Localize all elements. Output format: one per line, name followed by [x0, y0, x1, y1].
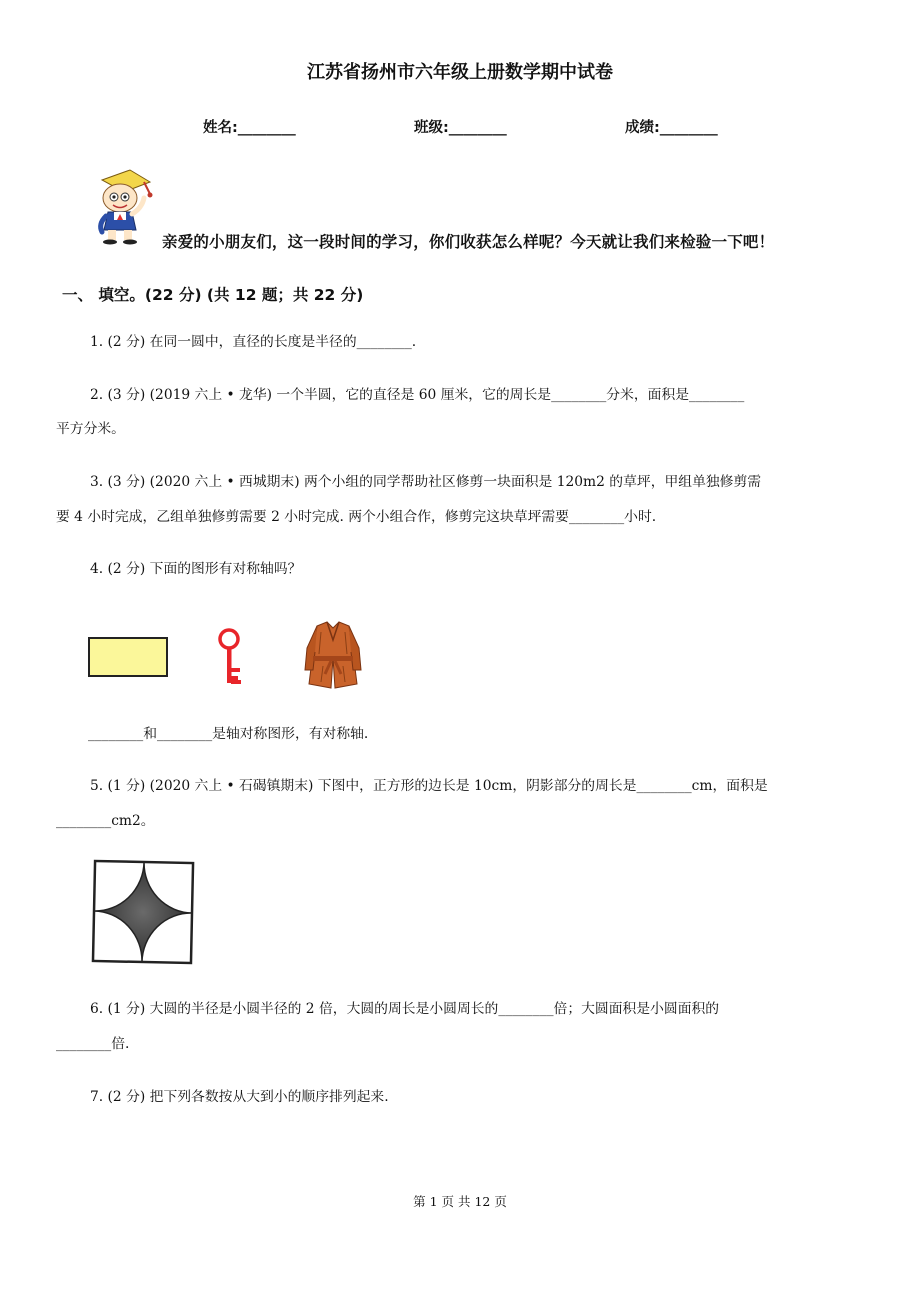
score-field: 成绩:________ [625, 120, 718, 136]
question-4-answer-line: ________和________是轴对称图形，有对称轴. [88, 726, 369, 742]
question-4: 4. (2 分) 下面的图形有对称轴吗？ [90, 561, 302, 577]
coat-icon [303, 618, 363, 690]
key-icon [214, 628, 248, 688]
section-heading: 一、 填空。(22 分) (共 12 题；共 22 分) [62, 286, 364, 304]
question-6-line2: ________倍. [56, 1036, 130, 1052]
question-5-line2: ________cm2。 [56, 813, 155, 829]
page-footer: 第 1 页 共 12 页 [413, 1194, 507, 1209]
question-7: 7. (2 分) 把下列各数按从大到小的顺序排列起来. [90, 1089, 389, 1105]
question-2-line2: 平方分米。 [56, 421, 125, 437]
question-6-line1: 6. (1 分) 大圆的半径是小圆半径的 2 倍，大圆的周长是小圆周长的________倍；大圆面积是小圆面积的 [90, 1001, 720, 1017]
yellow-rectangle-figure [88, 637, 170, 679]
class-field: 班级:________ [414, 120, 507, 136]
mascot-icon [92, 168, 156, 244]
question-2-line1: 2. (3 分) (2019 六上 • 龙华) 一个半圆，它的直径是 60 厘米，它的周长是________分米，面积是________ [90, 387, 745, 403]
question-1: 1. (2 分) 在同一圆中，直径的长度是半径的________. [90, 334, 417, 350]
question-3-line2: 要 4 小时完成，乙组单独修剪需要 2 小时完成. 两个小组合作，修剪完这块草坪需要________小时. [56, 509, 657, 525]
question-3-line1: 3. (3 分) (2020 六上 • 西城期末) 两个小组的同学帮助社区修剪一块面积是 120m2 的草坪，甲组单独修剪需 [90, 474, 762, 490]
shaded-star-square-figure [90, 858, 196, 968]
greeting-text: 亲爱的小朋友们，这一段时间的学习，你们收获怎么样呢？今天就让我们来检验一下吧！ [162, 233, 775, 251]
question-5-line1: 5. (1 分) (2020 六上 • 石碣镇期末) 下图中，正方形的边长是 10cm，阴影部分的周长是________cm，面积是 [90, 778, 768, 794]
name-field: 姓名:________ [203, 120, 296, 136]
page-title: 江苏省扬州市六年级上册数学期中试卷 [307, 62, 613, 83]
